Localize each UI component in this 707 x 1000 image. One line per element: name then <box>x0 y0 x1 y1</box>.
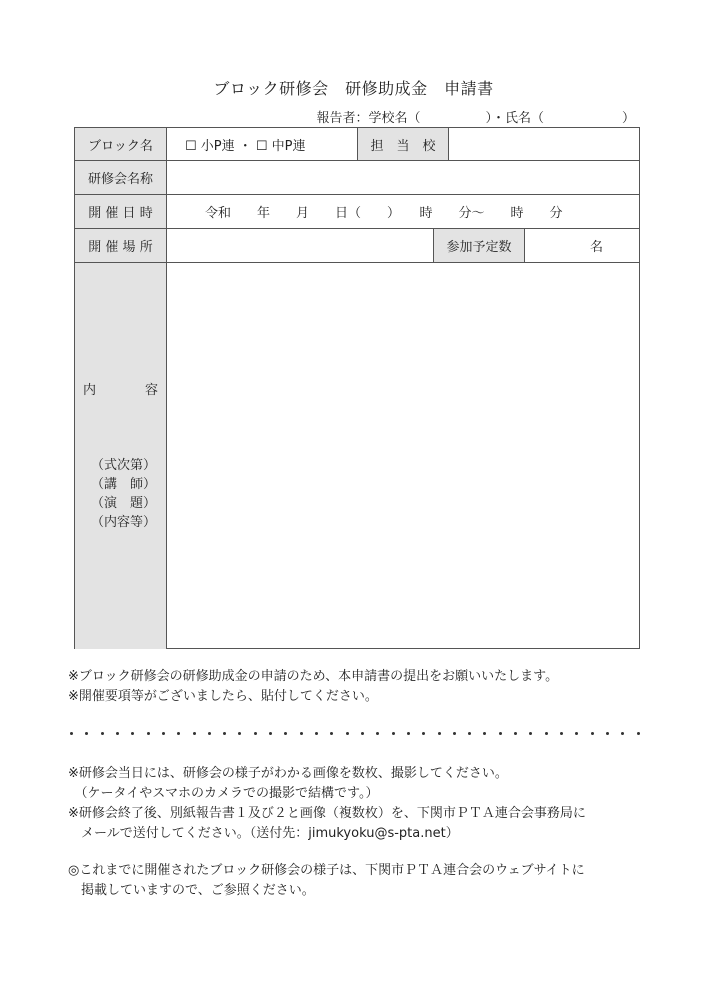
separator-dot <box>70 732 73 735</box>
content-sub-lecturer: （講 師） <box>91 477 157 492</box>
content-label-right: 容 <box>144 383 158 398</box>
venue-field[interactable] <box>167 229 433 263</box>
separator-dot <box>177 732 180 735</box>
notes-final <box>68 861 585 901</box>
dotted-separator <box>70 726 640 740</box>
separator-dot <box>208 732 211 735</box>
separator-dot <box>514 732 517 735</box>
date-time-label: 開 催 日 時 <box>75 195 167 229</box>
separator-dot <box>162 732 165 735</box>
separator-dot <box>131 732 134 735</box>
note-line: 掲載していますので、ご参照ください。 <box>68 883 315 898</box>
separator-dot <box>591 732 594 735</box>
seminar-name-label: 研修会名称 <box>75 161 167 195</box>
content-label-left: 内 <box>83 383 97 398</box>
separator-dot <box>284 732 287 735</box>
separator-dot <box>407 732 410 735</box>
attendees-unit: 名 <box>589 240 603 255</box>
separator-dot <box>238 732 241 735</box>
note-line: ◎これまでに開催されたブロック研修会の様子は、下関市ＰＴＡ連合会のウェブサイトに <box>68 863 585 878</box>
separator-dot <box>223 732 226 735</box>
content-field[interactable] <box>167 263 639 648</box>
separator-dot <box>330 732 333 735</box>
separator-dot <box>575 732 578 735</box>
content-sub-labels <box>91 456 156 532</box>
attendees-label: 参加予定数 <box>433 229 525 263</box>
separator-dot <box>483 732 486 735</box>
seminar-name-field[interactable] <box>167 161 639 195</box>
separator-dot <box>376 732 379 735</box>
block-name-label: ブロック名 <box>75 128 167 161</box>
content-sub-topic: （演 題） <box>91 496 157 511</box>
notes-top <box>68 667 558 707</box>
separator-dot <box>499 732 502 735</box>
venue-label: 開 催 場 所 <box>75 229 167 263</box>
reporter-line: 報告者：学校名（ ）・氏名（ ） <box>316 111 635 126</box>
content-label <box>75 263 167 649</box>
separator-dot <box>637 732 640 735</box>
note-line: ※開催要項等がございましたら、貼付してください。 <box>68 689 378 704</box>
block-type-checkboxes[interactable]: ☐ 小P連 ・ ☐ 中P連 <box>167 128 357 161</box>
note-line: （ケータイやスマホのカメラでの撮影で結構です。） <box>68 786 379 801</box>
separator-dot <box>560 732 563 735</box>
page-title: ブロック研修会 研修助成金 申請書 <box>213 79 494 98</box>
notes-bottom <box>68 764 586 844</box>
separator-dot <box>545 732 548 735</box>
separator-dot <box>438 732 441 735</box>
separator-dot <box>606 732 609 735</box>
attendees-field[interactable] <box>525 229 639 263</box>
separator-dot <box>468 732 471 735</box>
note-line: ※研修会当日には、研修会の様子がわかる画像を数枚、撮影してください。 <box>68 766 508 781</box>
separator-dot <box>315 732 318 735</box>
separator-dot <box>392 732 395 735</box>
note-line: ※ブロック研修会の研修助成金の申請のため、本申請書の提出をお願いいたします。 <box>68 669 559 684</box>
separator-dot <box>147 732 150 735</box>
separator-dot <box>85 732 88 735</box>
assigned-school-field[interactable] <box>449 128 639 161</box>
separator-dot <box>453 732 456 735</box>
separator-dot <box>346 732 349 735</box>
separator-dot <box>193 732 196 735</box>
date-time-field[interactable]: 令和 年 月 日（ ） 時 分〜 時 分 <box>167 195 639 229</box>
separator-dot <box>422 732 425 735</box>
separator-dot <box>300 732 303 735</box>
separator-dot <box>529 732 532 735</box>
separator-dot <box>361 732 364 735</box>
content-sub-details: （内容等） <box>91 515 157 530</box>
separator-dot <box>116 732 119 735</box>
separator-dot <box>621 732 624 735</box>
note-line: ※研修会終了後、別紙報告書１及び２と画像（複数枚）を、下関市ＰＴＡ連合会事務局に <box>68 806 586 821</box>
separator-dot <box>254 732 257 735</box>
separator-dot <box>101 732 104 735</box>
content-sub-program: （式次第） <box>91 458 157 473</box>
separator-dot <box>269 732 272 735</box>
application-form-table <box>74 127 640 649</box>
assigned-school-label: 担 当 校 <box>357 128 449 161</box>
note-line: メールで送付してください。（送付先：jimukyoku@s-pta.net） <box>68 826 459 841</box>
